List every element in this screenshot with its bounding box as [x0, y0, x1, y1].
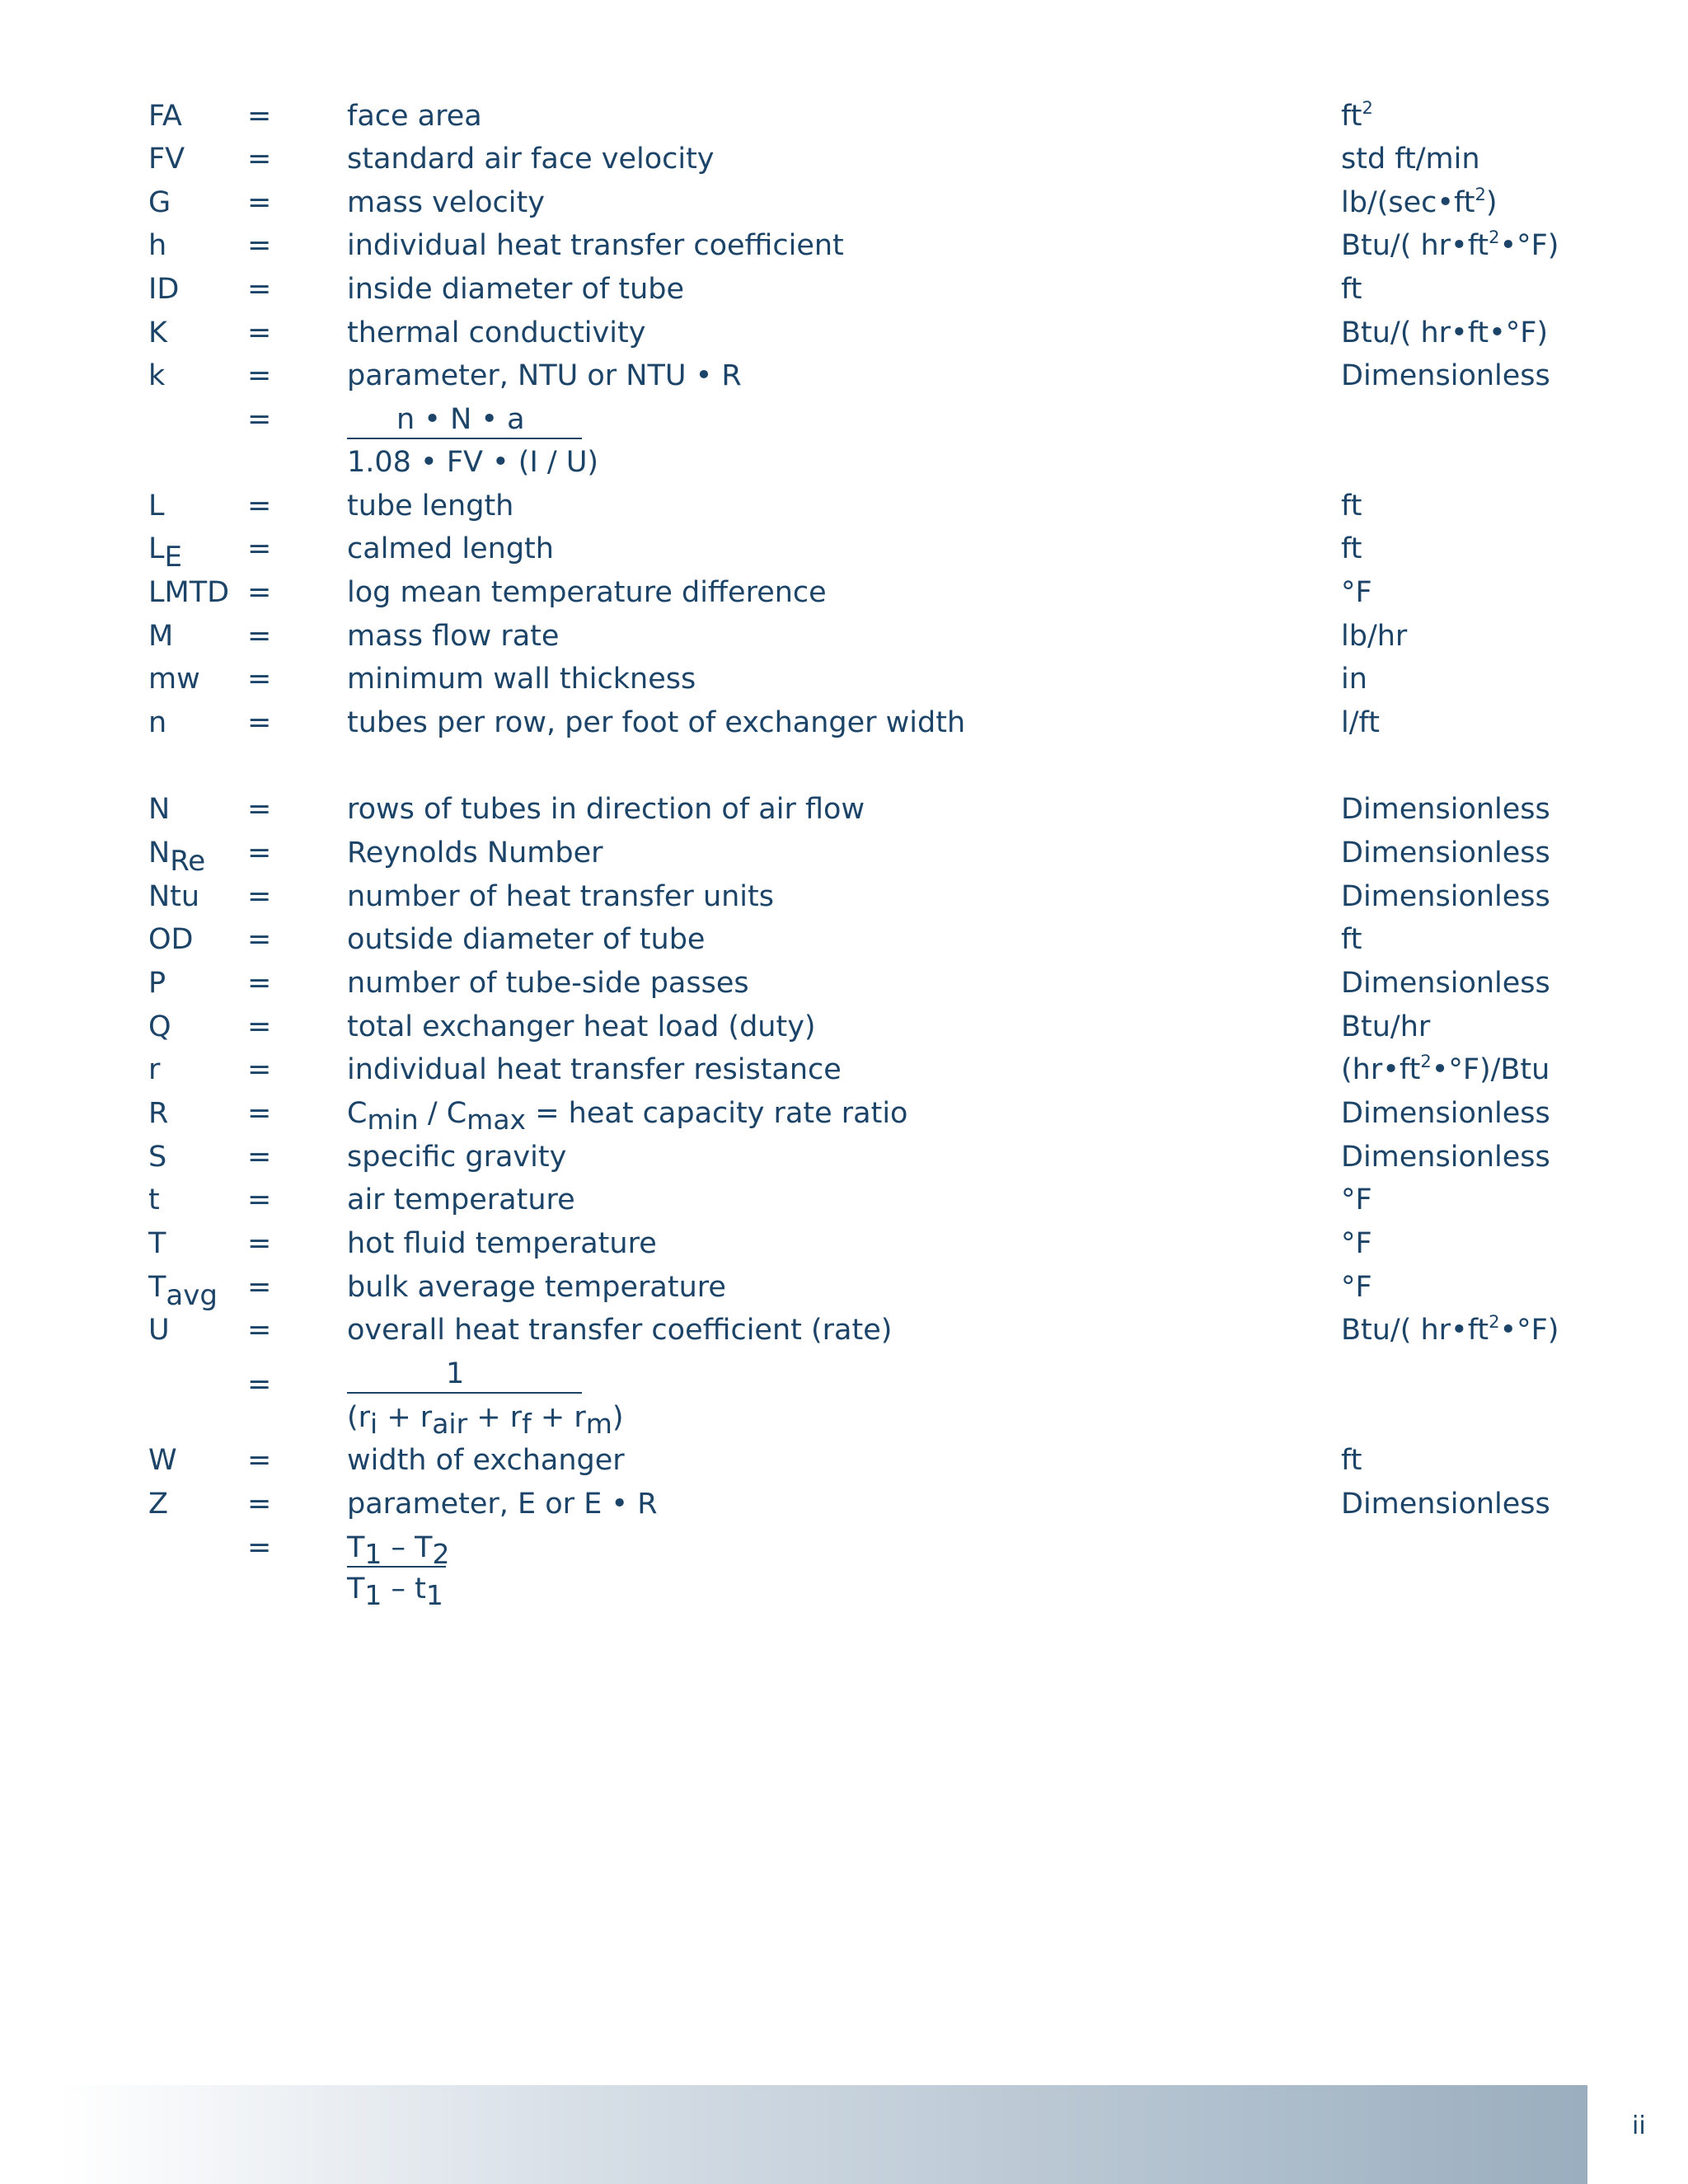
nomenclature-row-l — [0, 488, 1688, 524]
nomenclature-row-nre — [0, 835, 1688, 878]
definition: tubes per row, per foot of exchanger width — [347, 706, 966, 739]
symbol: LMTD — [148, 576, 230, 609]
symbol: U — [148, 1314, 170, 1347]
unit: Dimensionless — [1341, 1097, 1550, 1130]
equals-sign: = — [247, 403, 272, 436]
unit: ft — [1341, 1444, 1362, 1477]
unit: Dimensionless — [1341, 837, 1550, 869]
nomenclature-row-w — [0, 1442, 1688, 1479]
equals-sign: = — [247, 1141, 272, 1174]
nomenclature-row-t-lower — [0, 1182, 1688, 1218]
unit: °F — [1341, 1183, 1372, 1216]
nomenclature-row-m — [0, 618, 1688, 654]
equals-sign: = — [247, 576, 272, 609]
nomenclature-row-tavg — [0, 1269, 1688, 1312]
definition: individual heat transfer coefficient — [347, 229, 844, 262]
nomenclature-row-r-lower — [0, 1052, 1688, 1088]
nomenclature-row-le — [0, 531, 1688, 574]
nomenclature-row-s — [0, 1139, 1688, 1175]
definition: number of tube-side passes — [347, 967, 749, 1000]
definition: outside diameter of tube — [347, 923, 706, 956]
symbol: P — [148, 967, 166, 1000]
symbol: NRe — [148, 837, 206, 878]
definition: specific gravity — [347, 1141, 567, 1174]
symbol: L — [148, 490, 165, 523]
equals-sign: = — [247, 1227, 272, 1260]
equals-sign: = — [247, 1183, 272, 1216]
equals-sign: = — [247, 359, 272, 392]
symbol: Ntu — [148, 880, 200, 913]
nomenclature-row-z — [0, 1486, 1688, 1522]
definition: bulk average temperature — [347, 1271, 726, 1304]
definition: width of exchanger — [347, 1444, 625, 1477]
unit: ft — [1341, 532, 1362, 565]
definition: overall heat transfer coefficient (rate) — [347, 1314, 893, 1347]
unit: l/ft — [1341, 706, 1380, 739]
equals-sign: = — [247, 923, 272, 956]
definition: parameter, E or E • R — [347, 1488, 658, 1521]
nomenclature-row-r-upper — [0, 1095, 1688, 1136]
equals-sign: = — [247, 532, 272, 565]
unit: °F — [1341, 1227, 1372, 1260]
definition: standard air face velocity — [347, 143, 715, 176]
definition: number of heat transfer units — [347, 880, 774, 913]
unit: ft — [1341, 273, 1362, 306]
equals-sign: = — [247, 1368, 272, 1401]
k-formula-denominator: 1.08 • FV • (I / U) — [347, 446, 599, 479]
k-formula-numerator: n • N • a — [347, 401, 582, 439]
nomenclature-row-fa — [0, 98, 1688, 134]
k-formula-denominator-row — [0, 444, 1688, 480]
symbol: Q — [148, 1010, 171, 1043]
footer-gradient-bar — [58, 2085, 1587, 2184]
equals-sign: = — [247, 620, 272, 653]
z-formula-numerator: T1 – T2 — [347, 1531, 450, 1570]
symbol: FV — [148, 143, 185, 176]
z-formula-denominator: T1 – t1 — [347, 1572, 443, 1611]
symbol: n — [148, 706, 167, 739]
symbol: t — [148, 1183, 160, 1216]
equals-sign: = — [247, 1314, 272, 1347]
unit: std ft/min — [1341, 143, 1480, 176]
symbol: T — [148, 1227, 166, 1260]
unit: Btu/hr — [1341, 1010, 1431, 1043]
symbol: mw — [148, 663, 200, 696]
unit: Btu/( $hr•ft^2•^\circ F$) — [1341, 1312, 1559, 1347]
unit: °F — [1341, 1271, 1372, 1304]
nomenclature-row-g — [0, 185, 1688, 221]
z-formula-denominator-row — [0, 1571, 1688, 1611]
equals-sign: = — [247, 663, 272, 696]
definition: parameter, NTU or NTU • R — [347, 359, 742, 392]
equals-sign: = — [247, 229, 272, 262]
symbol: R — [148, 1097, 169, 1130]
equals-sign: = — [247, 100, 272, 133]
definition: total exchanger heat load (duty) — [347, 1010, 816, 1043]
equals-sign: = — [247, 273, 272, 306]
nomenclature-row-u — [0, 1312, 1688, 1348]
nomenclature-row-p — [0, 965, 1688, 1001]
unit: Btu/( $hr•ft^2•^\circ F$) — [1341, 227, 1559, 262]
definition: hot fluid temperature — [347, 1227, 657, 1260]
nomenclature-row-q — [0, 1009, 1688, 1045]
unit: ft — [1341, 923, 1362, 956]
unit: Dimensionless — [1341, 793, 1550, 826]
u-formula-denominator: (ri + rair + rf + rm) — [347, 1401, 624, 1440]
symbol: M — [148, 620, 174, 653]
equals-sign: = — [247, 1531, 272, 1564]
nomenclature-row-fv — [0, 141, 1688, 177]
nomenclature-row-k-lower — [0, 358, 1688, 394]
unit: Dimensionless — [1341, 1488, 1550, 1521]
nomenclature-row-lmtd — [0, 574, 1688, 611]
equals-sign: = — [247, 1010, 272, 1043]
definition: face area — [347, 100, 482, 133]
unit: $(hr•ft^2•^\circ F)$/Btu — [1341, 1052, 1550, 1086]
page-number: ii — [1632, 2111, 1646, 2140]
equals-sign: = — [247, 1053, 272, 1086]
equals-sign: = — [247, 316, 272, 349]
symbol: G — [148, 186, 171, 219]
symbol: OD — [148, 923, 194, 956]
nomenclature-row-h — [0, 227, 1688, 264]
symbol: W — [148, 1444, 177, 1477]
equals-sign: = — [247, 1271, 272, 1304]
equals-sign: = — [247, 967, 272, 1000]
k-formula-numerator-row — [0, 401, 1688, 438]
definition: calmed length — [347, 532, 554, 565]
unit: in — [1341, 663, 1367, 696]
nomenclature-row-od — [0, 921, 1688, 958]
symbol: N — [148, 793, 171, 826]
unit: Dimensionless — [1341, 1141, 1550, 1174]
definition: rows of tubes in direction of air flow — [347, 793, 865, 826]
definition: thermal conductivity — [347, 316, 646, 349]
equals-sign: = — [247, 1488, 272, 1521]
equals-sign: = — [247, 490, 272, 523]
nomenclature-row-mw — [0, 661, 1688, 697]
unit: ft — [1341, 490, 1362, 523]
equals-sign: = — [247, 186, 272, 219]
equals-sign: = — [247, 793, 272, 826]
definition: log mean temperature difference — [347, 576, 827, 609]
nomenclature-row-id — [0, 271, 1688, 307]
symbol: FA — [148, 100, 182, 133]
equals-sign: = — [247, 880, 272, 913]
unit: $lb/(\sec•ft^2)$ — [1341, 185, 1498, 219]
unit: lb/hr — [1341, 620, 1408, 653]
unit: Dimensionless — [1341, 967, 1550, 1000]
nomenclature-row-t-upper — [0, 1226, 1688, 1262]
symbol: Tavg — [148, 1271, 218, 1312]
nomenclature-row-ntu — [0, 879, 1688, 915]
definition: air temperature — [347, 1183, 575, 1216]
equals-sign: = — [247, 143, 272, 176]
unit: Dimensionless — [1341, 359, 1550, 392]
symbol: ID — [148, 273, 180, 306]
nomenclature-row-n-upper — [0, 791, 1688, 827]
equals-sign: = — [247, 837, 272, 869]
nomenclature-row-k-upper — [0, 315, 1688, 351]
nomenclature-row-n-lower — [0, 705, 1688, 741]
symbol: S — [148, 1141, 167, 1174]
unit: Dimensionless — [1341, 880, 1550, 913]
definition: mass flow rate — [347, 620, 560, 653]
u-formula-numerator: 1 — [347, 1356, 582, 1394]
definition: Reynolds Number — [347, 837, 603, 869]
definition: inside diameter of tube — [347, 273, 685, 306]
equals-sign: = — [247, 1444, 272, 1477]
u-formula-equals-row — [0, 1366, 1688, 1403]
symbol: k — [148, 359, 166, 392]
symbol: LE — [148, 532, 182, 574]
unit: °F — [1341, 576, 1372, 609]
u-formula-denominator-row — [0, 1399, 1688, 1440]
definition: Cmin / Cmax = heat capacity rate ratio — [347, 1097, 908, 1136]
definition: minimum wall thickness — [347, 663, 696, 696]
definition: mass velocity — [347, 186, 545, 219]
symbol: r — [148, 1053, 161, 1086]
definition: individual heat transfer resistance — [347, 1053, 842, 1086]
z-formula-numerator-row — [0, 1530, 1688, 1570]
equals-sign: = — [247, 1097, 272, 1130]
unit: Btu/( hr•ft•°F) — [1341, 316, 1549, 349]
definition: tube length — [347, 490, 514, 523]
unit: $ft^2$ — [1341, 98, 1373, 133]
symbol: h — [148, 229, 167, 262]
equals-sign: = — [247, 706, 272, 739]
symbol: K — [148, 316, 167, 349]
symbol: Z — [148, 1488, 168, 1521]
